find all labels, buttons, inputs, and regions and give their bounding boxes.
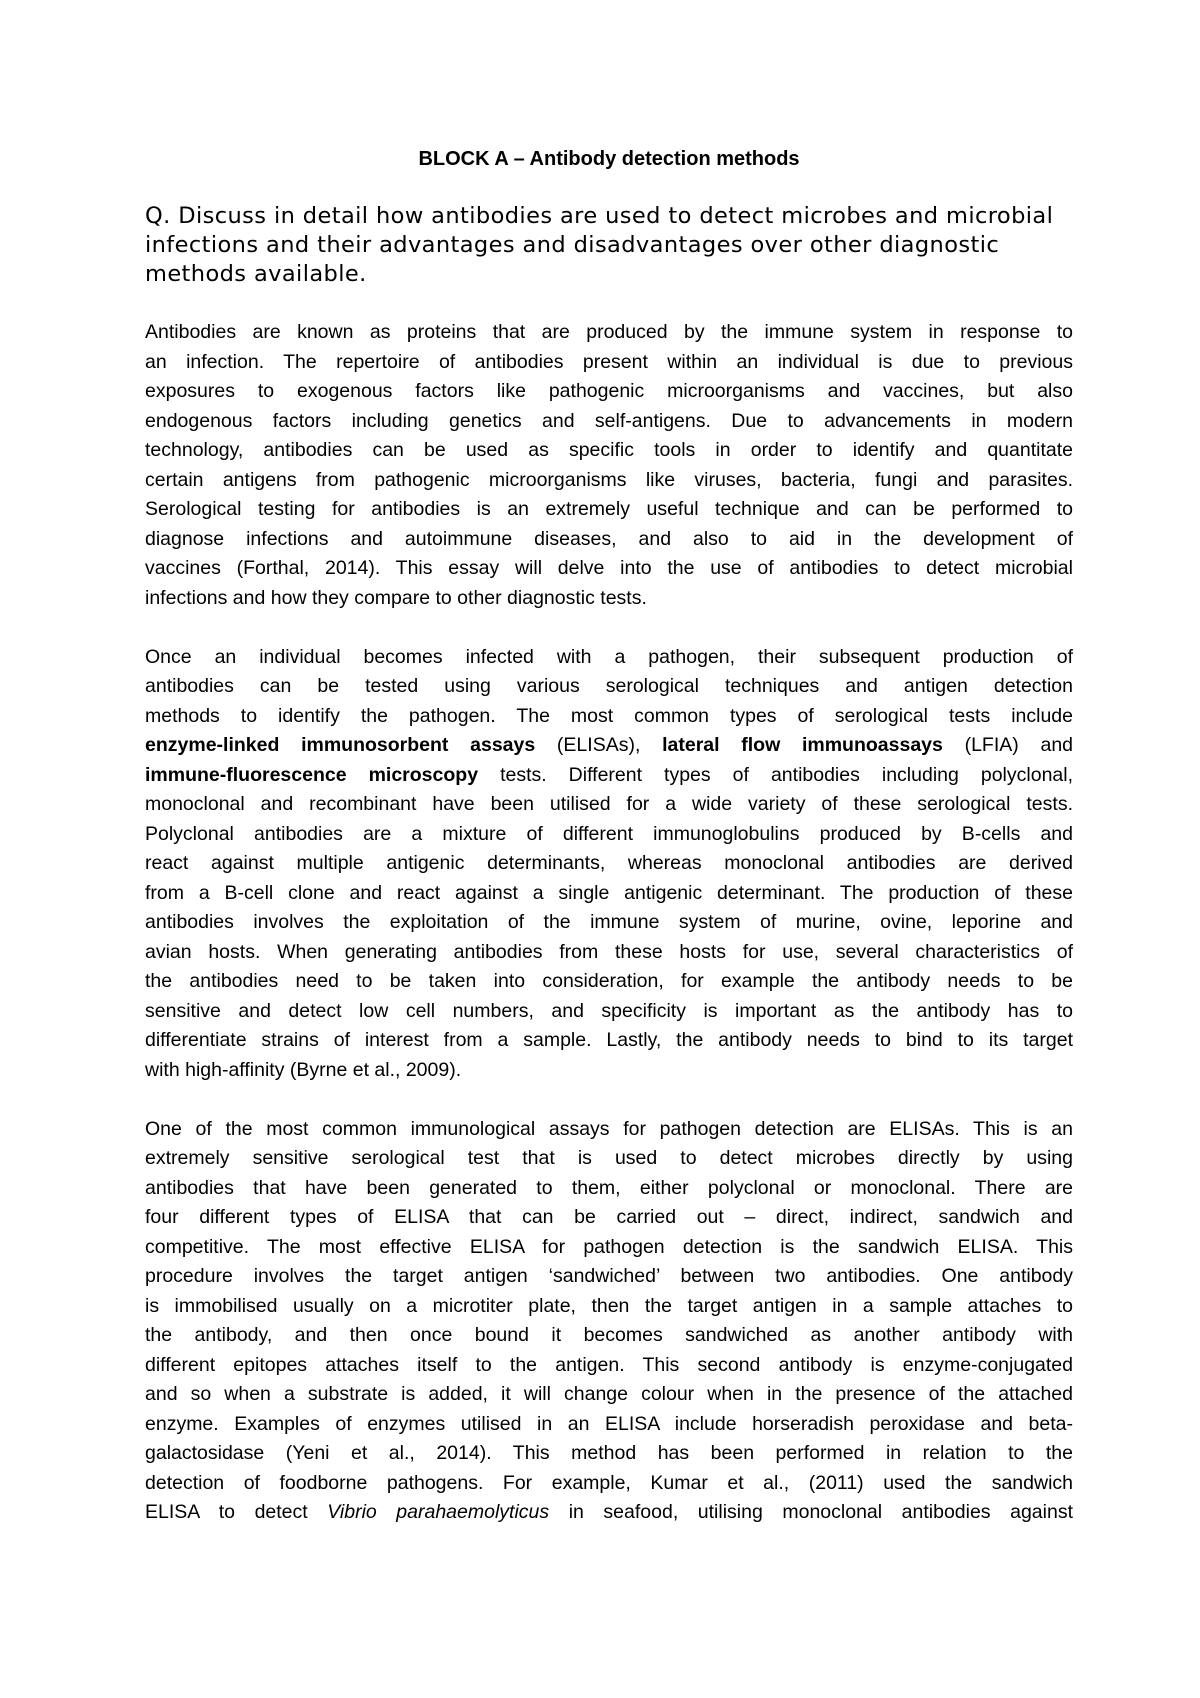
text-line: Antibodies are known as proteins that are produced by the immune system in response to (145, 321, 1073, 343)
bold-term-lfia: lateral flow immunoassays (662, 734, 943, 756)
text-line: procedure involves the target antigen ‘sandwiched’ between two antibodies. One antibody (145, 1265, 1073, 1287)
text-line: react against multiple antigenic determinants, whereas monoclonal antibodies are derived (145, 852, 1073, 874)
text-line: Once an individual becomes infected with a pathogen, their subsequent production of (145, 645, 1073, 668)
text-line: an infection. The repertoire of antibodies present within an individual is due to previous (145, 350, 1073, 373)
text-line: antibodies that have been generated to them, either polyclonal or monoclonal. There are (145, 1176, 1073, 1199)
text-line: Polyclonal antibodies are a mixture of different immunoglobulins produced by B-cells and (145, 822, 1073, 845)
text-line: methods to identify the pathogen. The most common types of serological tests include (145, 704, 1073, 727)
text-line (145, 731, 1073, 761)
text-fragment: (ELISAs), (535, 734, 663, 756)
text-fragment: ELISA to detect (145, 1501, 328, 1523)
text-line: four different types of ELISA that can be carried out – direct, indirect, sandwich and (145, 1206, 1073, 1228)
text-line: One of the most common immunological assays for pathogen detection are ELISAs. This is an (145, 1117, 1073, 1140)
text-line: differentiate strains of interest from a sample. Lastly, the antibody needs to bind to its target (145, 1029, 1073, 1051)
text-line: endogenous factors including genetics and self-antigens. Due to advancements in modern (145, 409, 1073, 432)
text-line: the antibodies need to be taken into consideration, for example the antibody needs to be (145, 970, 1073, 992)
text-fragment: in seafood, utilising monoclonal antibodies against (549, 1501, 1073, 1523)
text-line: detection of foodborne pathogens. For example, Kumar et al., (2011) used the sandwich (145, 1471, 1073, 1494)
text-line: diagnose infections and autoimmune diseases, and also to aid in the development of (145, 527, 1073, 550)
text-line: extremely sensitive serological test that is used to detect microbes directly by using (145, 1147, 1073, 1169)
text-line: avian hosts. When generating antibodies from these hosts for use, several characteristics of (145, 940, 1073, 963)
species-name: Vibrio parahaemolyticus (327, 1501, 550, 1523)
essay-body (145, 318, 1073, 1557)
text-line (145, 761, 1073, 791)
text-line: from a B-cell clone and react against a single antigenic determinant. The production of these (145, 881, 1073, 904)
text-fragment: (LFIA) and (942, 734, 1074, 756)
bold-term-immunofluorescence: immune-fluorescence microscopy (145, 763, 479, 786)
text-line: sensitive and detect low cell numbers, and specificity is important as the antibody has to (145, 999, 1073, 1022)
paragraph-serological-tests (145, 643, 1073, 1086)
text-line: different epitopes attaches itself to the antigen. This second antibody is enzyme-conjugated (145, 1353, 1073, 1376)
text-fragment: tests. Different types of antibodies including polyclonal, (478, 763, 1074, 786)
document-title: BLOCK A – Antibody detection methods (418, 148, 800, 170)
text-line: galactosidase (Yeni et al., 2014). This method has been performed in relation to the (145, 1442, 1073, 1464)
text-line: vaccines (Forthal, 2014). This essay will delve into the use of antibodies to detect microbial (145, 557, 1073, 579)
text-line: antibodies involves the exploitation of the immune system of murine, ovine, leporine and (145, 911, 1073, 933)
text-line: enzyme. Examples of enzymes utilised in an ELISA include horseradish peroxidase and beta- (145, 1412, 1073, 1435)
paragraph-introduction (145, 318, 1073, 613)
text-line: is immobilised usually on a microtiter plate, then the target antigen in a sample attaches to (145, 1294, 1073, 1317)
text-line: the antibody, and then once bound it becomes sandwiched as another antibody with (145, 1324, 1073, 1346)
text-line: technology, antibodies can be used as specific tools in order to identify and quantitate (145, 439, 1073, 461)
bold-term-elisa: enzyme-linked immunosorbent assays (145, 734, 536, 756)
paragraph-elisa (145, 1115, 1073, 1528)
text-line: Serological testing for antibodies is an extremely useful technique and can be performed to (145, 498, 1073, 520)
text-line: monoclonal and recombinant have been utilised for a wide variety of these serological tests. (145, 793, 1073, 815)
text-line (145, 1498, 1073, 1528)
text-line: exposures to exogenous factors like pathogenic microorganisms and vaccines, but also (145, 380, 1073, 402)
text-line: competitive. The most effective ELISA for pathogen detection is the sandwich ELISA. This (145, 1235, 1073, 1258)
text-line: and so when a substrate is added, it will change colour when in the presence of the attached (145, 1383, 1073, 1405)
text-line: with high-affinity (Byrne et al., 2009). (145, 1058, 462, 1081)
question-prompt: Q. Discuss in detail how antibodies are used to detect microbes and microbial infections and their advantages and disadvantages over other diagnostic methods available. (145, 203, 1054, 287)
text-line: certain antigens from pathogenic microorganisms like viruses, bacteria, fungi and parasites. (145, 468, 1073, 491)
text-line: antibodies can be tested using various serological techniques and antigen detection (145, 675, 1073, 697)
text-line: infections and how they compare to other diagnostic tests. (145, 586, 647, 609)
